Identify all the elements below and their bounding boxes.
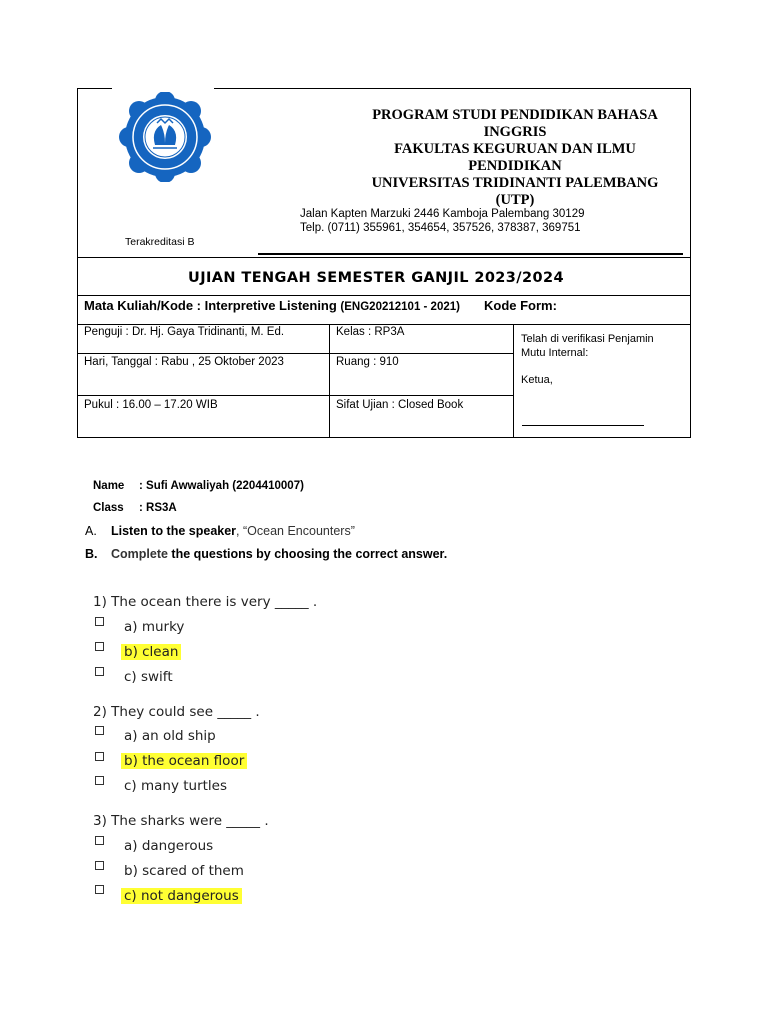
checkbox[interactable] [95, 667, 104, 676]
instruction-a-bold: Listen to the speaker [111, 524, 237, 538]
course-info [84, 298, 460, 313]
ruang-cell: Ruang : 910 [336, 356, 399, 368]
checkbox[interactable] [95, 642, 104, 651]
sifat-ujian-cell: Sifat Ujian : Closed Book [336, 399, 464, 411]
header-separator [77, 257, 691, 258]
question-2: 2) They could see _____ . [93, 704, 260, 720]
option-2a[interactable]: a) an old ship [124, 728, 216, 744]
address-line: Jalan Kapten Marzuki 2446 Kamboja Palembang 30129 [300, 208, 585, 220]
phone-line: Telp. (0711) 355961, 354654, 357526, 378387, 369751 [300, 222, 581, 234]
question-1: 1) The ocean there is very _____ . [93, 594, 318, 610]
institution-line: UNIVERSITAS TRIDINANTI PALEMBANG [371, 175, 659, 191]
instruction-b [111, 547, 447, 561]
header-rule [258, 253, 683, 255]
institution-line: INGGRIS [483, 124, 547, 140]
option-1c[interactable]: c) swift [124, 669, 173, 685]
name-label: Name [93, 480, 125, 492]
instruction-b-bold: Complete [111, 547, 168, 561]
institution-line: (UTP) [495, 192, 535, 208]
question-3: 3) The sharks were _____ . [93, 813, 269, 829]
checkbox[interactable] [95, 752, 104, 761]
option-2c[interactable]: c) many turtles [124, 778, 228, 794]
option-3a[interactable]: a) dangerous [124, 838, 214, 854]
signature-line [522, 425, 644, 426]
logo-gap [112, 86, 214, 90]
verification-line: Mutu Internal: [521, 347, 589, 359]
class-value: : RS3A [139, 502, 177, 514]
accreditation-label: Terakreditasi B [125, 236, 195, 248]
course-label: Mata Kuliah/Kode : Interpretive Listening [84, 298, 341, 313]
instruction-a-marker: A. [85, 524, 97, 538]
institution-line: PROGRAM STUDI PENDIDIKAN BAHASA [372, 107, 658, 123]
checkbox[interactable] [95, 861, 104, 870]
university-logo-icon [116, 92, 214, 182]
table-line [77, 295, 691, 296]
institution-line: FAKULTAS KEGURUAN DAN ILMU [394, 141, 636, 157]
option-1a[interactable]: a) murky [124, 619, 185, 635]
checkbox[interactable] [95, 885, 104, 894]
checkbox[interactable] [95, 617, 104, 626]
instruction-b-rest: the questions by choosing the correct answer. [167, 547, 448, 561]
kode-form-label: Kode Form: [484, 298, 557, 313]
table-divider [329, 324, 330, 437]
kelas-cell: Kelas : RP3A [336, 326, 405, 338]
option-1b-selected[interactable]: b) clean [121, 644, 181, 660]
table-divider [513, 324, 514, 437]
date-cell: Hari, Tanggal : Rabu , 25 Oktober 2023 [84, 356, 284, 368]
table-line [77, 395, 513, 396]
pukul-cell: Pukul : 16.00 – 17.20 WIB [84, 399, 218, 411]
verification-note [521, 332, 654, 360]
institution-name [345, 107, 685, 209]
instruction-a-rest: , “Ocean Encounters” [236, 524, 355, 538]
checkbox[interactable] [95, 776, 104, 785]
class-label: Class [93, 502, 124, 514]
option-3c-selected[interactable]: c) not dangerous [121, 888, 242, 904]
option-3b[interactable]: b) scared of them [124, 863, 244, 879]
institution-line: PENDIDIKAN [468, 158, 562, 174]
instruction-a [111, 524, 355, 538]
ketua-label: Ketua, [521, 374, 553, 386]
checkbox[interactable] [95, 836, 104, 845]
exam-title: UJIAN TENGAH SEMESTER GANJIL 2023/2024 [188, 270, 564, 286]
verification-line: Telah di verifikasi Penjamin [521, 333, 654, 345]
institution-address [300, 207, 585, 235]
instruction-b-marker: B. [85, 547, 98, 561]
course-code: (ENG20212101 - 2021) [340, 301, 460, 313]
option-2b-selected[interactable]: b) the ocean floor [121, 753, 247, 769]
name-value: : Sufi Awwaliyah (2204410007) [139, 480, 304, 492]
penguji-cell: Penguji : Dr. Hj. Gaya Tridinanti, M. Ed. [84, 326, 285, 338]
checkbox[interactable] [95, 726, 104, 735]
table-line [77, 353, 513, 354]
